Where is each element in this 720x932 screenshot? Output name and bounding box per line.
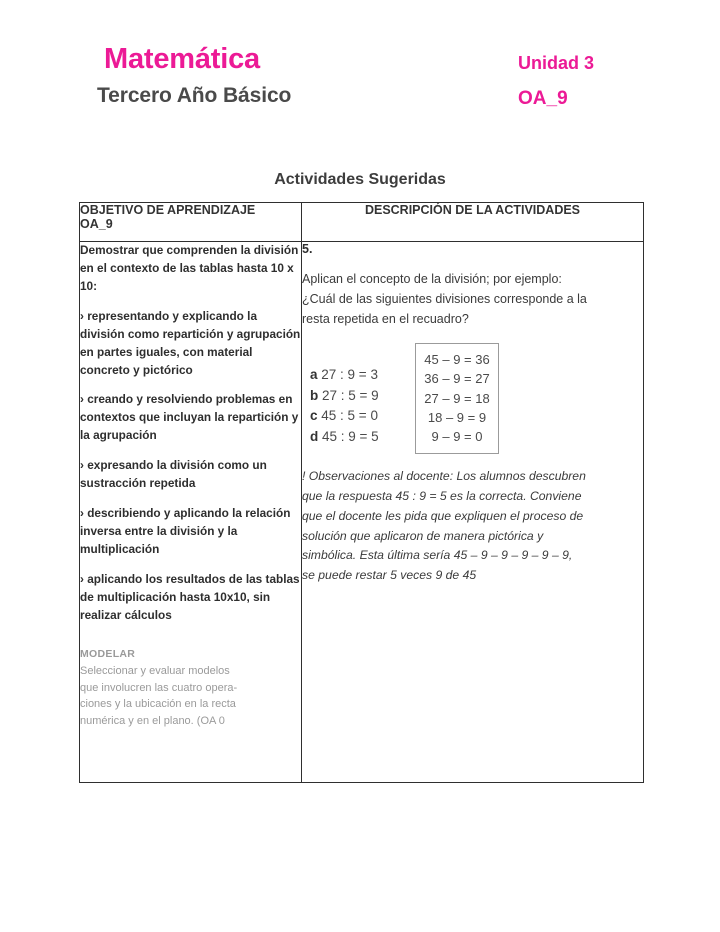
activity-prompt xyxy=(302,270,643,329)
cell-descripcion-content xyxy=(302,242,644,783)
answer-option xyxy=(310,427,379,448)
objetivo-bullet: › creando y resolviendo problemas en contextos que incluyan la repartición y la agrupación xyxy=(80,392,299,443)
subject-title: Matemática xyxy=(104,43,260,75)
answer-option xyxy=(310,386,379,407)
observation-line: ! Observaciones al docente: Los alumnos descubren xyxy=(302,469,586,484)
answer-option xyxy=(310,365,379,386)
answer-option-letter: a xyxy=(310,367,318,383)
objetivo-bullet: › expresando la división como un sustracción repetida xyxy=(80,458,267,491)
activity-math-area xyxy=(302,343,643,461)
section-title: Actividades Sugeridas xyxy=(274,171,446,188)
activity-prompt-line: Aplican el concepto de la división; por ejemplo: xyxy=(302,272,562,286)
observation-line: simbólica. Esta última sería 45 – 9 – 9 – 9 – 9 – 9, xyxy=(302,548,573,563)
subtraction-line: 45 – 9 = 36 xyxy=(424,352,490,368)
modelar-title: MODELAR xyxy=(80,647,136,660)
answer-option-expression: 27 : 5 = 9 xyxy=(322,387,379,403)
grade-subtitle: Tercero Año Básico xyxy=(97,84,292,107)
observation-line: se puede restar 5 veces 9 de 45 xyxy=(302,568,477,583)
header-cell-descripcion: DESCRIPCIÓN DE LA ACTIVIDADES xyxy=(302,203,644,242)
activity-number: 5. xyxy=(302,242,313,256)
modelar-line: ciones y la ubicación en la recta xyxy=(80,698,236,711)
subtraction-line: 18 – 9 = 9 xyxy=(427,409,487,425)
answer-option-expression: 45 : 9 = 5 xyxy=(322,428,379,444)
activity-prompt-line: ¿Cuál de las siguientes divisiones corresponde a la xyxy=(302,291,587,306)
unit-label: Unidad 3 xyxy=(518,53,595,73)
answer-option-letter: c xyxy=(310,408,318,424)
modelar-line: que involucren las cuatro opera- xyxy=(80,681,238,694)
objetivo-intro: Demostrar que comprenden la división en el contexto de las tablas hasta 10 x 10: xyxy=(80,243,299,293)
answer-option-letter: b xyxy=(310,387,319,403)
activity-prompt-line: resta repetida en el recuadro? xyxy=(302,311,469,326)
observation-line: que la respuesta 45 : 9 = 5 es la correcta. Conviene xyxy=(302,489,582,504)
repeated-subtraction-box xyxy=(415,343,499,454)
table-body-row xyxy=(80,242,644,783)
subtraction-line: 36 – 9 = 27 xyxy=(424,371,490,387)
modelar-note xyxy=(80,647,301,730)
observation-line: solución que aplicaron de manera pictórica y xyxy=(302,528,544,543)
table-header-row xyxy=(80,203,644,242)
header-cell-objetivo xyxy=(80,203,302,242)
modelar-line: Seleccionar y evaluar modelos xyxy=(80,665,230,678)
answer-option-expression: 27 : 9 = 3 xyxy=(321,367,378,383)
page-header xyxy=(0,0,720,140)
header-objetivo-line2: OA_9 xyxy=(80,217,113,231)
subtraction-line: 9 – 9 = 0 xyxy=(431,429,483,445)
oa-code-label: OA_9 xyxy=(518,88,568,109)
header-objetivo-line1: OBJETIVO DE APRENDIZAJE xyxy=(80,203,256,217)
answer-option-expression: 45 : 5 = 0 xyxy=(321,408,378,424)
activities-table xyxy=(79,202,644,783)
observation-line: que el docente les pida que expliquen el proceso de xyxy=(302,508,584,523)
modelar-line: numérica y en el plano. (OA 0 xyxy=(80,714,225,727)
answer-option xyxy=(310,406,379,427)
objetivo-bullet: › aplicando los resultados de las tablas de multiplicación hasta 10x10, sin realizar cálculos xyxy=(80,571,300,622)
objetivo-bullet: › describiendo y aplicando la relación inversa entre la división y la multiplicación xyxy=(80,506,291,556)
teacher-observations xyxy=(302,467,643,586)
objetivo-bullet: › representando y explicando la división como repartición y agrupación en partes iguales, con material concreto y pictórico xyxy=(80,308,301,377)
answer-option-letter: d xyxy=(310,428,319,444)
cell-objetivo-content xyxy=(80,242,302,783)
subtraction-line: 27 – 9 = 18 xyxy=(424,390,490,406)
answer-options-list xyxy=(310,365,379,447)
